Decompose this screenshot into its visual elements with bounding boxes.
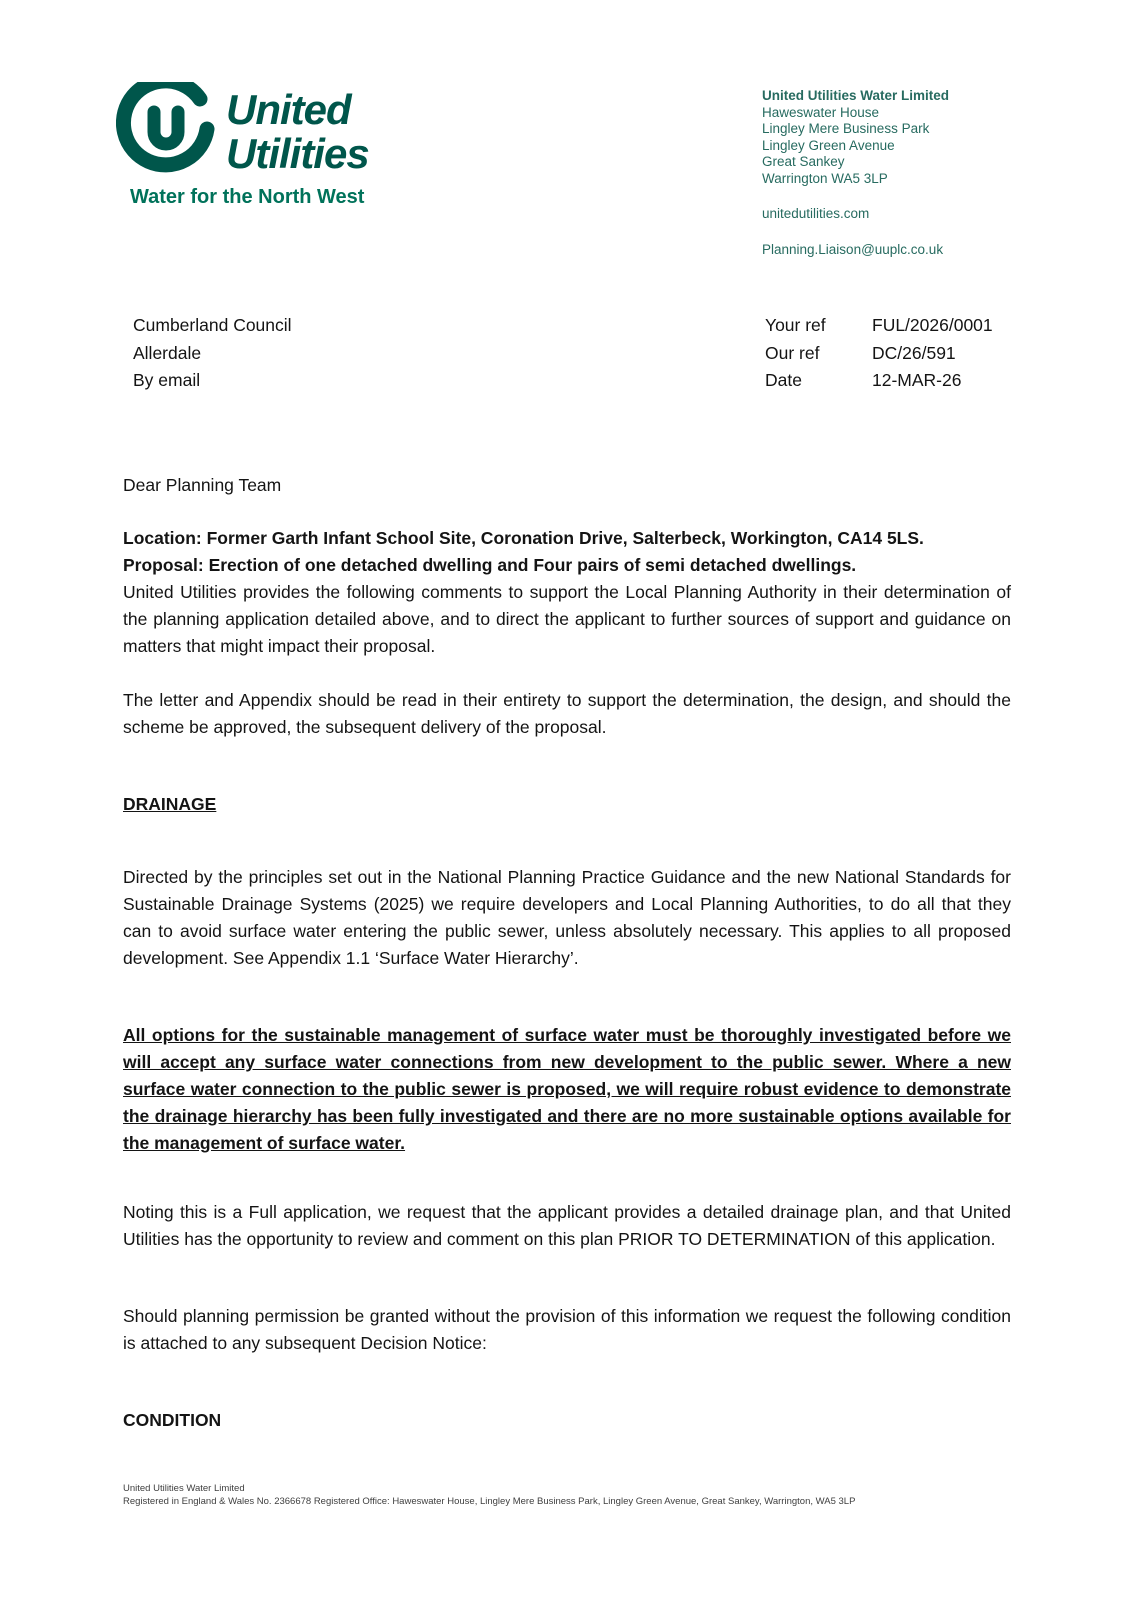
- reference-block: [765, 312, 993, 395]
- footer-registration-line: Registered in England & Wales No. 2366678 Registered Office: Haweswater House, Lingley Mere Business Park, Lingley Green Avenue, Great Sankey, Warrington, WA5 3LP: [123, 1496, 856, 1507]
- reference-value: FUL/2026/0001: [872, 315, 993, 335]
- united-utilities-logo: [116, 82, 369, 182]
- recipient-address-block: [133, 312, 292, 395]
- drainage-paragraph: Directed by the principles set out in the National Planning Practice Guidance and the new National Standards for Sustainable Drainage Systems (2025) we require developers and Local Planning Authorities, to do all that they can to avoid surface water entering the public sewer, unless absolutely necessary. This applies to all proposed development. See Appendix 1.1 ‘Surface Water Hierarchy’.: [123, 867, 1011, 968]
- salutation: Dear Planning Team: [123, 475, 282, 495]
- sender-website-link[interactable]: unitedutilities.com: [762, 206, 870, 221]
- logo-wordmark: [226, 88, 369, 176]
- surface-water-options-paragraph: All options for the sustainable management of surface water must be thoroughly investigated before we will accept any surface water connections from new development to the public sewer. Where a new surface water connection to the public sewer is proposed, we will require robust evidence to demonstrate the drainage hierarchy has been fully investigated and there are no more sustainable options available for the management of surface water.: [123, 1025, 1011, 1153]
- letter-body: [123, 472, 1011, 1434]
- application-details-block: [123, 525, 1011, 660]
- recipient-line: Allerdale: [133, 342, 202, 363]
- sender-email-link[interactable]: Planning.Liaison@uuplc.co.uk: [762, 241, 944, 257]
- reference-label: Your ref: [765, 315, 826, 335]
- reference-label: Date: [765, 370, 802, 390]
- reference-label: Our ref: [765, 342, 820, 363]
- sender-address-line: Lingley Mere Business Park: [762, 121, 930, 136]
- logo-tagline: Water for the North West: [130, 186, 365, 208]
- proposal-line: Proposal: Erection of one detached dwelling and Four pairs of semi detached dwellings.: [123, 555, 857, 575]
- location-line: Location: Former Garth Infant School Site, Coronation Drive, Salterbeck, Workington, CA14 5LS.: [123, 528, 924, 548]
- registered-office-footer: [123, 1482, 1023, 1508]
- sender-address-line: Great Sankey: [762, 154, 845, 169]
- reference-row-your-ref: [765, 312, 993, 340]
- sender-company-name: United Utilities Water Limited: [762, 88, 950, 103]
- intro-paragraph: United Utilities provides the following comments to support the Local Planning Authority in their determination of the planning application detailed above, and to direct the applicant to further sources of support and guidance on matters that might impact their proposal.: [123, 582, 1011, 656]
- footer-company-line: United Utilities Water Limited: [123, 1483, 245, 1494]
- noting-paragraph: Noting this is a Full application, we request that the applicant provides a detailed drainage plan, and that United Utilities has the opportunity to review and comment on this plan PRIOR TO DETERMINATION of this application.: [123, 1202, 1011, 1249]
- recipient-line: By email: [133, 370, 201, 390]
- condition-heading: CONDITION: [123, 1410, 222, 1430]
- sender-address-line: Haweswater House: [762, 104, 880, 120]
- drainage-heading: DRAINAGE: [123, 794, 217, 814]
- sender-address-block: [762, 88, 1062, 258]
- united-utilities-logo-icon: [116, 82, 216, 182]
- reference-value: 12-MAR-26: [872, 370, 962, 390]
- logo-word-united: United: [226, 86, 351, 133]
- entirety-paragraph: The letter and Appendix should be read in their entirety to support the determination, the design, and should the scheme be approved, the subsequent delivery of the proposal.: [123, 690, 1011, 737]
- reference-row-our-ref: [765, 340, 993, 368]
- should-paragraph: Should planning permission be granted without the provision of this information we request the following condition is attached to any subsequent Decision Notice:: [123, 1306, 1011, 1353]
- logo-word-utilities: Utilities: [226, 130, 369, 177]
- sender-address-line: Lingley Green Avenue: [762, 137, 895, 153]
- reference-row-date: [765, 367, 993, 395]
- sender-address-line: Warrington WA5 3LP: [762, 170, 888, 186]
- reference-value: DC/26/591: [872, 342, 956, 363]
- recipient-line: Cumberland Council: [133, 315, 292, 335]
